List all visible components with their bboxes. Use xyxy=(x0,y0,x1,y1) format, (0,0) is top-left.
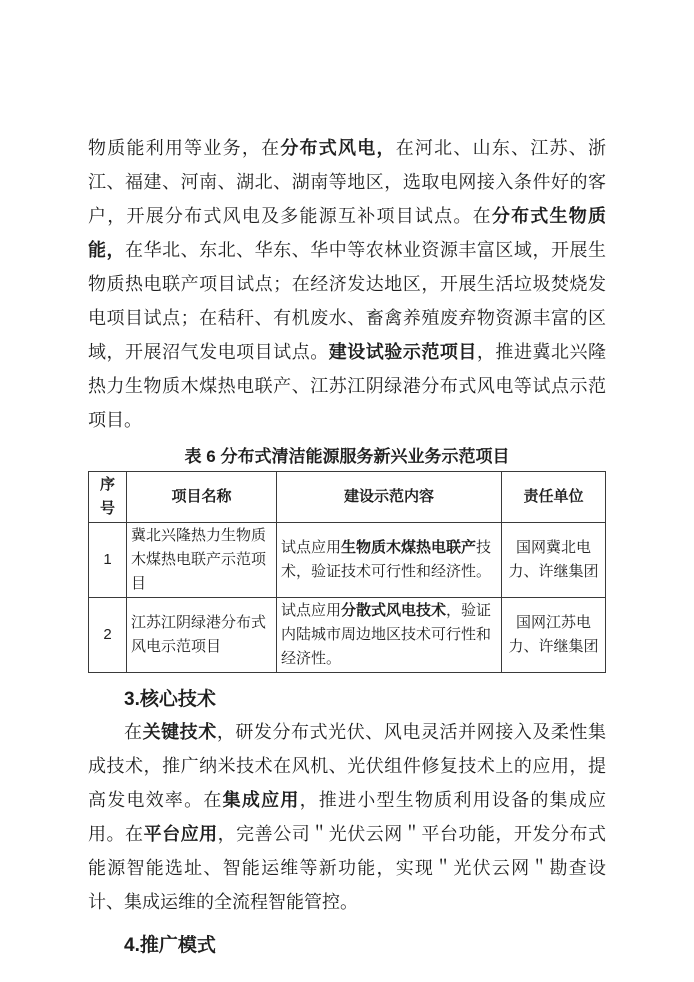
header-cell-demo-content: 建设示范内容 xyxy=(277,472,502,523)
intro-bold-pilot-projects: 建设试验示范项目 xyxy=(328,342,477,362)
cell-project-name: 冀北兴隆热力生物质木煤热电联产示范项目 xyxy=(127,523,277,598)
cell-bold-tech: 生物质木煤热电联产 xyxy=(341,539,477,556)
core-technology-paragraph xyxy=(88,715,606,919)
table-row xyxy=(89,598,606,673)
core-text-segment: ，完善公司＂光伏云网＂平台功能，开发分布式能源智能选址、智能运维等新功能，实现＂光伏云网＂勘查设计、集成运维的全流程智能管控。 xyxy=(88,824,607,912)
cell-text-segment: 试点应用 xyxy=(281,602,342,619)
core-text-segment: ，研发分布式光伏、风电灵活并网接入及柔性集成技术，推广纳米技术在风机、光伏组件修复技术上的应用，提高发电效率。在 xyxy=(88,722,607,810)
intro-text-segment: 在河北、山东、江苏、浙江、福建、河南、湖北、湖南等地区，选取电网接入条件好的客户，开展分布式风电及多能源互补项目试点。在 xyxy=(88,138,607,226)
header-cell-project-name: 项目名称 xyxy=(127,472,277,523)
cell-demo-content xyxy=(277,598,502,673)
core-text-segment: 在 xyxy=(124,722,143,742)
section-heading-promotion-model: 4.推广模式 xyxy=(124,935,216,956)
intro-bold-distributed-wind: 分布式风电， xyxy=(280,138,396,158)
demo-projects-table xyxy=(88,471,606,673)
cell-responsible-unit: 国网江苏电力、许继集团 xyxy=(502,598,606,673)
core-text-segment: ，推进小型生物质利用设备的集成应用。在 xyxy=(88,790,607,844)
intro-text-segment: ，推进冀北兴隆热力生物质木煤热电联产、江苏江阴绿港分布式风电等试点示范项目。 xyxy=(88,342,607,430)
cell-project-name: 江苏江阴绿港分布式风电示范项目 xyxy=(127,598,277,673)
intro-text-segment: 在华北、东北、华东、华中等农林业资源丰富区域，开展生物质热电联产项目试点；在经济发达地区，开展生活垃圾焚烧发电项目试点；在秸秆、有机废水、畜禽养殖废弃物资源丰富的区域，开展沼气发电项目试点。 xyxy=(88,240,607,362)
cell-demo-content xyxy=(277,523,502,598)
core-bold-key-technology: 关键技术 xyxy=(142,722,217,742)
cell-responsible-unit: 国网冀北电力、许继集团 xyxy=(502,523,606,598)
section-heading-core-technology: 3.核心技术 xyxy=(124,689,216,710)
header-cell-index: 序号 xyxy=(89,472,127,523)
cell-text-segment: ，验证内陆城市周边地区技术可行性和经济性。 xyxy=(281,602,492,667)
cell-text-segment: 技术，验证技术可行性和经济性。 xyxy=(281,539,492,580)
intro-text-segment: 物质能利用等业务，在 xyxy=(88,138,281,158)
intro-bold-distributed-biomass: 分布式生物质能， xyxy=(88,206,606,260)
cell-bold-tech: 分散式风电技术 xyxy=(341,602,447,619)
cell-row-index: 1 xyxy=(89,523,127,598)
table-caption: 表 6 分布式清洁能源服务新兴业务示范项目 xyxy=(184,447,510,466)
intro-paragraph xyxy=(88,131,606,437)
document-content xyxy=(88,0,606,961)
cell-text-segment: 试点应用 xyxy=(281,539,342,556)
table-row xyxy=(89,523,606,598)
table-header-row xyxy=(89,472,606,523)
cell-row-index: 2 xyxy=(89,598,127,673)
core-bold-platform-application: 平台应用 xyxy=(143,824,218,844)
core-bold-integrated-application: 集成应用 xyxy=(222,790,300,810)
header-cell-responsible-unit: 责任单位 xyxy=(502,472,606,523)
